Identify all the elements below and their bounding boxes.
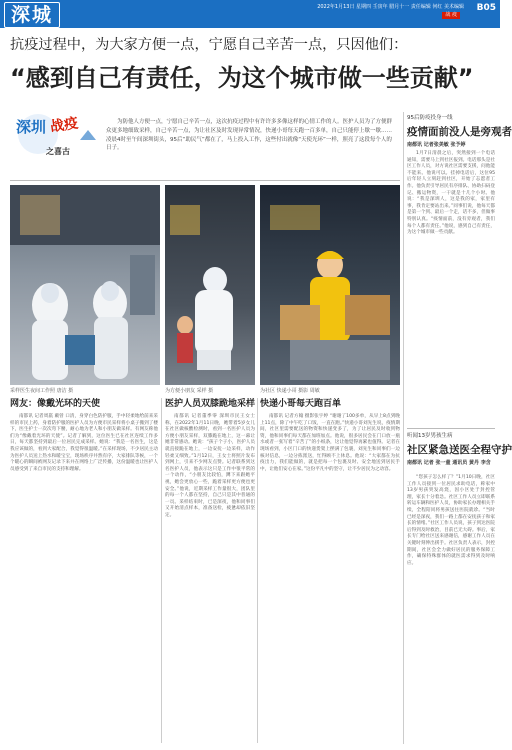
caption-2: 为方便小朋友 采样 摄 bbox=[165, 388, 214, 394]
main-headline: “感到自己有责任，为这个城市做一些贡献” bbox=[10, 64, 474, 92]
divider bbox=[10, 180, 400, 181]
divider bbox=[407, 428, 495, 429]
column-divider bbox=[403, 112, 404, 744]
right-story-2-byline: 南都讯 记者 张一童 通讯员 黄丹 李含 bbox=[407, 460, 491, 466]
right-story-1-label: 95后防疫投身一线 bbox=[407, 115, 453, 121]
section-title: 深城 bbox=[4, 2, 60, 28]
kicker-headline: 抗疫过程中，为大家方便一点，宁愿自己辛苦一点，只因他们： bbox=[10, 37, 408, 53]
story-3-body: 南都讯 记者方翰 摄影张宇婷 “谢谢了100多单，从早上8点到晚上11点，除了中午吃了口饭，一直在跑。”快递小哥刘先生说，疫情期间，社区里需要配送的物资和快递变多了，为了让居民及时收到物资，他和同事们每天都在加班加点。他说，很多居民会在门口放一瓶水或者一张写着“辛苦了”的小纸条，这让他觉得再累也值得。记者在现场看到，小区门口的快递货架上摆满了包裹，刘先生和同事们一边核对信息，一边分拣派送，忙得顾不上休息。他说：“大家都在为抗疫出力，我们能做的，就是把每一个包裹及时、安全地送到居民手中，让他们安心在家。”这份平凡中的坚守，让不少居民为之动容。 bbox=[260, 414, 400, 472]
caption-3: 为社区 快递小哥 摄影 周敏 bbox=[260, 388, 320, 394]
intro-paragraph: 为防他人方便一点，宁愿自己辛苦一点，这次抗疫过程中有许许多多像这样的心情工作的人。医护人员为了方便群众更多地细致采样，自己辛苦一点，为让社区及时发现异常情况，快递小哥每天跑一百多单，自己只能停上歇一歇……凌晨4时至午间深圳街头，95后“助民气”都在了，马上投入工作，这些付出就像“天使光环”一样，照亮了这段每个人的日子。 bbox=[106, 119, 393, 152]
logo-text-2: 战疫 bbox=[49, 115, 80, 136]
page-number: B05 bbox=[476, 3, 496, 13]
story-2-title: 医护人员双膝跪地采样 bbox=[165, 399, 256, 409]
logo-text-1: 深圳 bbox=[16, 118, 47, 136]
right-story-1-body: 1月7日清晨之后，突然接到一个电话通知，需要马上到社区报到。电话那头是社区工作人员，对方说社区需要支援，问他能不能来。他说可以。挂掉电话后，这位95后年轻人立刻赶到社区，开始了志愿者工作。他负责引导居民有序排队、协助扫码登记、搬运物资，一干就是十几个小时。他说：“我是深圳人，这是我的家，家里有事，我肯定要站出来。”同事们说，他每天都是第一个到、最后一个走，话不多，但做事特别认真。“疫情面前，没有旁观者，我们每个人都有责任。”他说，感到自己有责任，为这个城市做一些贡献。 bbox=[407, 151, 495, 236]
right-story-1-title: 疫情面前没人是旁观者 bbox=[407, 126, 512, 138]
caption-1: 采样医生夜间工作照 唐洁 摄 bbox=[10, 388, 74, 394]
column-divider bbox=[161, 398, 162, 743]
right-story-1-byline: 南都讯 记者张美敏 张予婷 bbox=[407, 142, 466, 148]
story-1-body: 南都讯 记者周嬴 戴曾 口清，身穿白色防护服，手中轻柔地给前来采样的市民上药，身着防护服的医护人员为方便市民采样将小桌子搬到了楼下，医生护士一次次弯下腰，耐心地为老人和小朋友做采样。有网友称他们为“像戴着光环的天使”。记者了解到，这位医生已在社区连续工作多日，每天都坚持到最后一位居民完成采样。她说：“我是一名医生，这是我应该做的，看到大家配合，我觉得很温暖。”在采样现场，不少居民主动为医护人员送上热水和暖宝宝，现场秩序井然有序，大家排队等候，一个个暖心的瞬间被网友记录下来并在网络上广泛传播，这份温暖也让医护人员感受到了来自市民的支持和理解。 bbox=[10, 414, 158, 472]
issue-meta: 2022年1月13日 星期四 壬寅年 腊月十一 责任编辑 何红 美术编辑 bbox=[317, 4, 464, 10]
right-story-2-label: 听闻13岁男孩生病 bbox=[407, 433, 453, 439]
campaign-logo bbox=[10, 110, 105, 160]
story-1-title: 网友：像戴光环的天使 bbox=[10, 399, 101, 409]
masthead bbox=[0, 0, 500, 28]
campaign-logo-art bbox=[10, 110, 105, 160]
section-tag: 战 疫 bbox=[442, 12, 460, 19]
photo-courier bbox=[260, 185, 400, 385]
column-divider bbox=[257, 398, 258, 743]
photo-doctor-kneeling bbox=[165, 185, 255, 385]
photo-testing-scene bbox=[10, 185, 160, 385]
logo-text-3: 之喜古 bbox=[46, 147, 70, 156]
right-story-2-body: “您孩子怎么样了？”1月10日晚，社区工作人员接到一位居民求助电话，称家中13岁男孩突发高烧，因小区处于封控管理，家长十分着急。社区工作人员立即联系转运车辆和医护人员，协助家长办理相关手续，全程陪同将男孩送往医院就诊。“当时已经是深夜，我们一路上都在安抚孩子和家长的情绪。”社区工作人员说，孩子到达医院后得到及时救治，目前已无大碍。事后，家长专门给社区送来感谢信，感谢工作人员在关键时刻伸出援手。社区负责人表示，封控期间，社区会全力做好居民的服务保障工作，确保特殊群体的就医需求得到及时响应。 bbox=[407, 475, 495, 566]
story-3-title: 快递小哥每天跑百单 bbox=[260, 399, 342, 409]
story-2-body: 南都讯 记者董季零 深圳市民王女士称，在2022年1月11日晚，她带着5岁女儿在社区做核酸检测时，看到一名医护人员为方便小朋友采样，双膝跪在地上，这一幕让她非常感动。她说：“孩子个子小，医护人员就直接跪在地上，一边安抚一边采样，动作轻柔又细致。”1月12日，王女士将照片发布到网上，引来不少网友点赞。记者联系到这名医护人员，他表示这只是工作中很平常的一个动作，“小朋友比较怕，蹲下来跟她平视，她会更放心一些，跪着采样更方便也更安全。”他说，近期采样工作量很大，团队里的每一个人都在坚持，自己只是其中普通的一员。采样结束时，已是深夜，他和同事们又开始清点样本，准备送检，疲惫却依旧坚定。 bbox=[165, 414, 255, 518]
right-story-2-title: 社区紧急送医全程守护 bbox=[407, 444, 512, 456]
